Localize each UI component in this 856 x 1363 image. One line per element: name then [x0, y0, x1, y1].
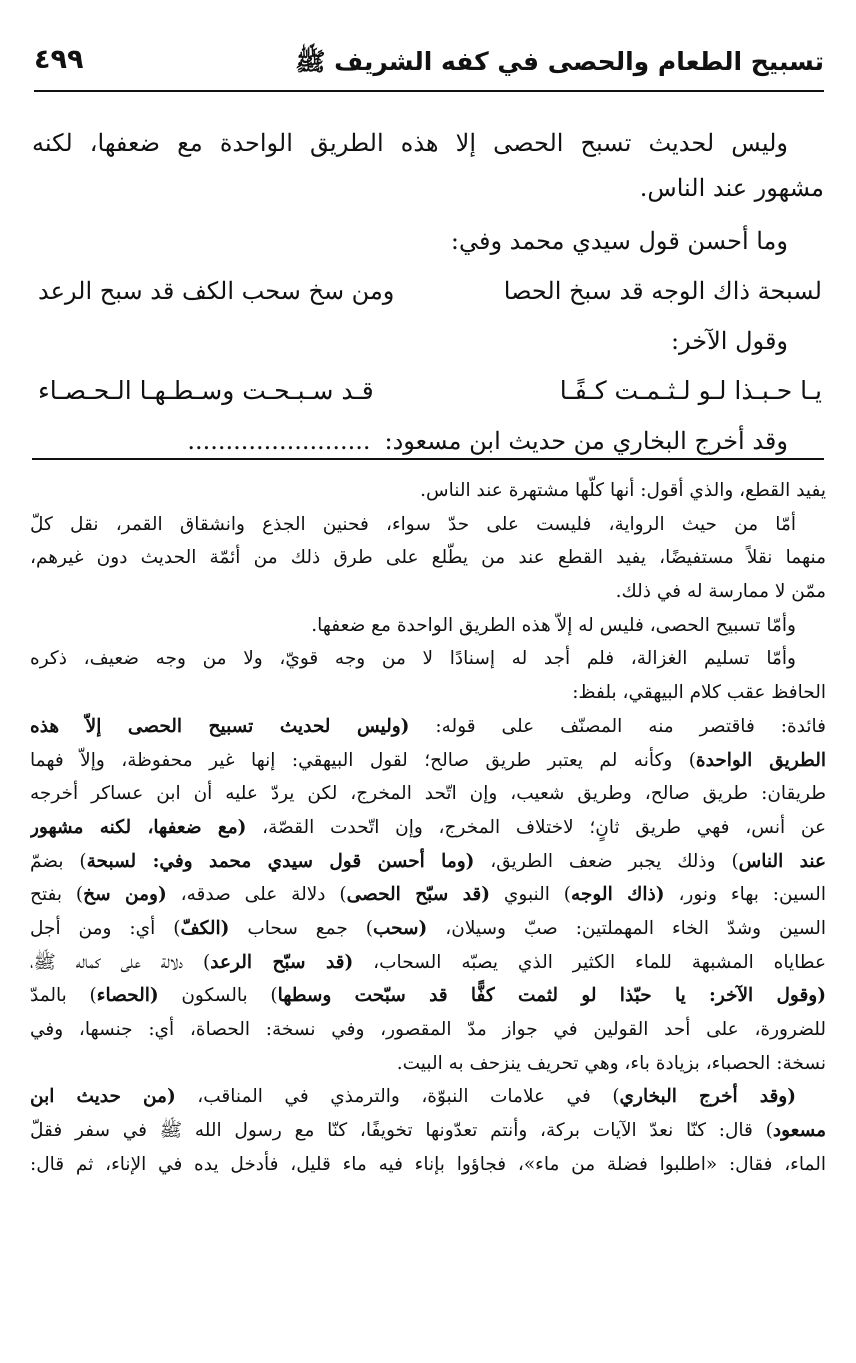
commentary-text: ) جمع سحاب	[229, 917, 373, 939]
commentary-line: وأمّا تسبيح الحصى، فليس له إلاّ هذه الطريق الواحدة مع ضعفها.	[311, 614, 796, 636]
verse-1	[32, 266, 824, 316]
commentary-line: الحافظ عقب كلام البيهقي، بلفظ:	[572, 682, 826, 704]
quoted-text: (سحب	[372, 917, 428, 939]
quoted-text: (قد سبّح الحصى	[346, 884, 491, 906]
quoted-text: (ومن سخ	[83, 884, 167, 906]
ellipsis-dots: ........................	[187, 427, 371, 455]
commentary-text: ) أي: ومن أجل	[30, 917, 181, 939]
verse-2	[32, 366, 824, 416]
commentary-line: وأمّا تسليم الغزالة، فلم أجد له إسنادًا لا من وجه قويّ، ولا من وجه ضعيف، ذكره	[30, 648, 796, 670]
commentary-text: فائدة: فاقتصر منه المصنّف على قوله:	[409, 715, 826, 737]
commentary-text: عن أنس، فهي طريق ثانٍ؛ لاختلاف المخرج، وإن اتّحدت القصّة،	[246, 816, 826, 838]
quoted-text: (من حديث ابن	[30, 1086, 176, 1108]
main-line-text: وقد أخرج البخاري من حديث ابن مسعود:	[384, 427, 788, 455]
commentary-line: يفيد القطع، والذي أقول: أنها كلّها مشتهرة عند الناس.	[420, 480, 826, 501]
quoted-text: مسعود	[772, 1120, 826, 1142]
page-number: ٤٩٩	[34, 44, 84, 75]
verse-hemistich: لسبحة ذاك الوجه قد سبخ الحصا	[503, 277, 822, 305]
commentary-text: ) قال: كنّا نعدّ الآيات بركة، وأنتم تعدّونها تخويفًا، كنّا مع رسول الله ﷺ في سفر فقلّ	[30, 1120, 773, 1142]
quoted-text: (وما أحسن قول سيدي محمد وفي: لسبحة	[86, 850, 475, 872]
commentary-text: ) وذلك يجبر ضعف الطريق،	[474, 850, 739, 872]
main-text	[32, 118, 824, 466]
commentary-line	[30, 710, 826, 744]
commentary	[30, 474, 826, 1181]
quoted-text: الطريق الواحدة	[695, 749, 826, 771]
commentary-text: السين وشدّ الخاء المهملتين: صبّ وسيلان،	[427, 917, 826, 939]
quoted-text: (وقد أخرج البخاري	[619, 1086, 796, 1108]
main-line: وما أحسن قول سيدي محمد وفي:	[450, 227, 788, 255]
quoted-text: (وليس لحديث تسبيح الحصى إلاّ هذه	[30, 715, 410, 737]
main-line: وليس لحديث تسبح الحصى إلا هذه الطريق الواحدة مع ضعفها، لكنه	[32, 129, 788, 157]
commentary-line	[30, 845, 826, 879]
commentary-line	[30, 946, 826, 980]
commentary-text: ) بالمدّ	[30, 985, 97, 1007]
commentary-text: ) بالسكون	[158, 985, 278, 1007]
verse-hemistich: يـا حـبـذا لـو لـثـمـت كـفًـا	[559, 376, 822, 405]
commentary-text: ) دلالة على صدقه،	[166, 884, 347, 906]
commentary-line: أمّا من حيث الرواية، فليست على حدّ سواء، فحنين الجذع وانشقاق القمر، نقل كلّ	[30, 513, 796, 535]
commentary-line	[30, 1114, 826, 1148]
quoted-text: عند الناس	[738, 850, 826, 872]
commentary-line: للضرورة، على أحد القولين في جواز مدّ المقصور، وفي نسخة: الحصاة، أي: جنسها، وفي	[30, 1019, 826, 1040]
commentary-text: ) دلالة على كماله ﷺ،	[30, 951, 211, 973]
commentary-text: ) النبوي	[490, 884, 572, 906]
quoted-text: (مع ضعفها، لكنه مشهور	[30, 816, 247, 838]
commentary-line: الماء، فقال: «اطلبوا فضلة من ماء»، فجاؤوا بإناء فيه ماء قليل، فأدخل يده في الإناء، ثم قال:	[30, 1153, 826, 1175]
commentary-text: السين: بهاء ونور،	[664, 884, 826, 906]
commentary-text: ) بفتح	[30, 884, 84, 906]
quoted-text: (الكفّ	[180, 917, 230, 939]
commentary-line: نسخة: الحصباء، بزيادة باء، وهي تحريف ينزحف به البيت.	[396, 1052, 826, 1074]
running-title: تسبيح الطعام والحصى في كفه الشريف ﷺ	[295, 47, 824, 76]
footnote-separator	[32, 458, 824, 460]
commentary-line	[30, 912, 826, 946]
verse-hemistich: ومن سخ سحب الكف قد سبح الرعد	[38, 277, 395, 305]
commentary-line: طريقان: طريق صالح، وطريق شعيب، وإن اتّحد المخرج، لكن يردّ عليه أن ابن عساكر أخرجه	[30, 783, 826, 805]
verse-hemistich: قـد سـبـحـت وسـطـهـا الـحـصـاء	[38, 376, 374, 405]
commentary-line: منهما نقلاً مستفيضًا، يفيد القطع عند من يطّلع على طرق ذلك من أئمّة الحديث دون غيرهم،	[30, 547, 826, 569]
commentary-line	[30, 744, 826, 778]
commentary-line: ممّن لا ممارسة له في ذلك.	[615, 581, 826, 603]
commentary-line	[30, 878, 826, 912]
commentary-line	[30, 1080, 826, 1114]
quoted-text: (الحصاء	[96, 985, 159, 1007]
commentary-text: عطاياه المشبهة للماء الكثير الذي يصبّه السحاب،	[353, 951, 826, 973]
main-line: مشهور عند الناس.	[639, 174, 824, 202]
commentary-text: ) بضمّ	[30, 850, 87, 872]
main-line: وقول الآخر:	[670, 327, 788, 355]
quoted-text: (ذاك الوجه	[571, 884, 665, 906]
quoted-text: (وقول الآخر: يا حبّذا لو لثمت كفًّا قد سبّحت وسطها	[277, 985, 826, 1007]
commentary-text: ) وكأنه لم يعتبر طريق صالح؛ لقول البيهقي: إنها غير محفوظة، وإلاّ فهما	[30, 749, 696, 771]
commentary-line	[30, 979, 826, 1013]
quoted-text: (قد سبّح الرعد	[210, 951, 354, 973]
commentary-line	[30, 811, 826, 845]
commentary-text: ) في علامات النبوّة، والترمذي في المناقب،	[175, 1086, 620, 1108]
page-header	[34, 38, 824, 92]
